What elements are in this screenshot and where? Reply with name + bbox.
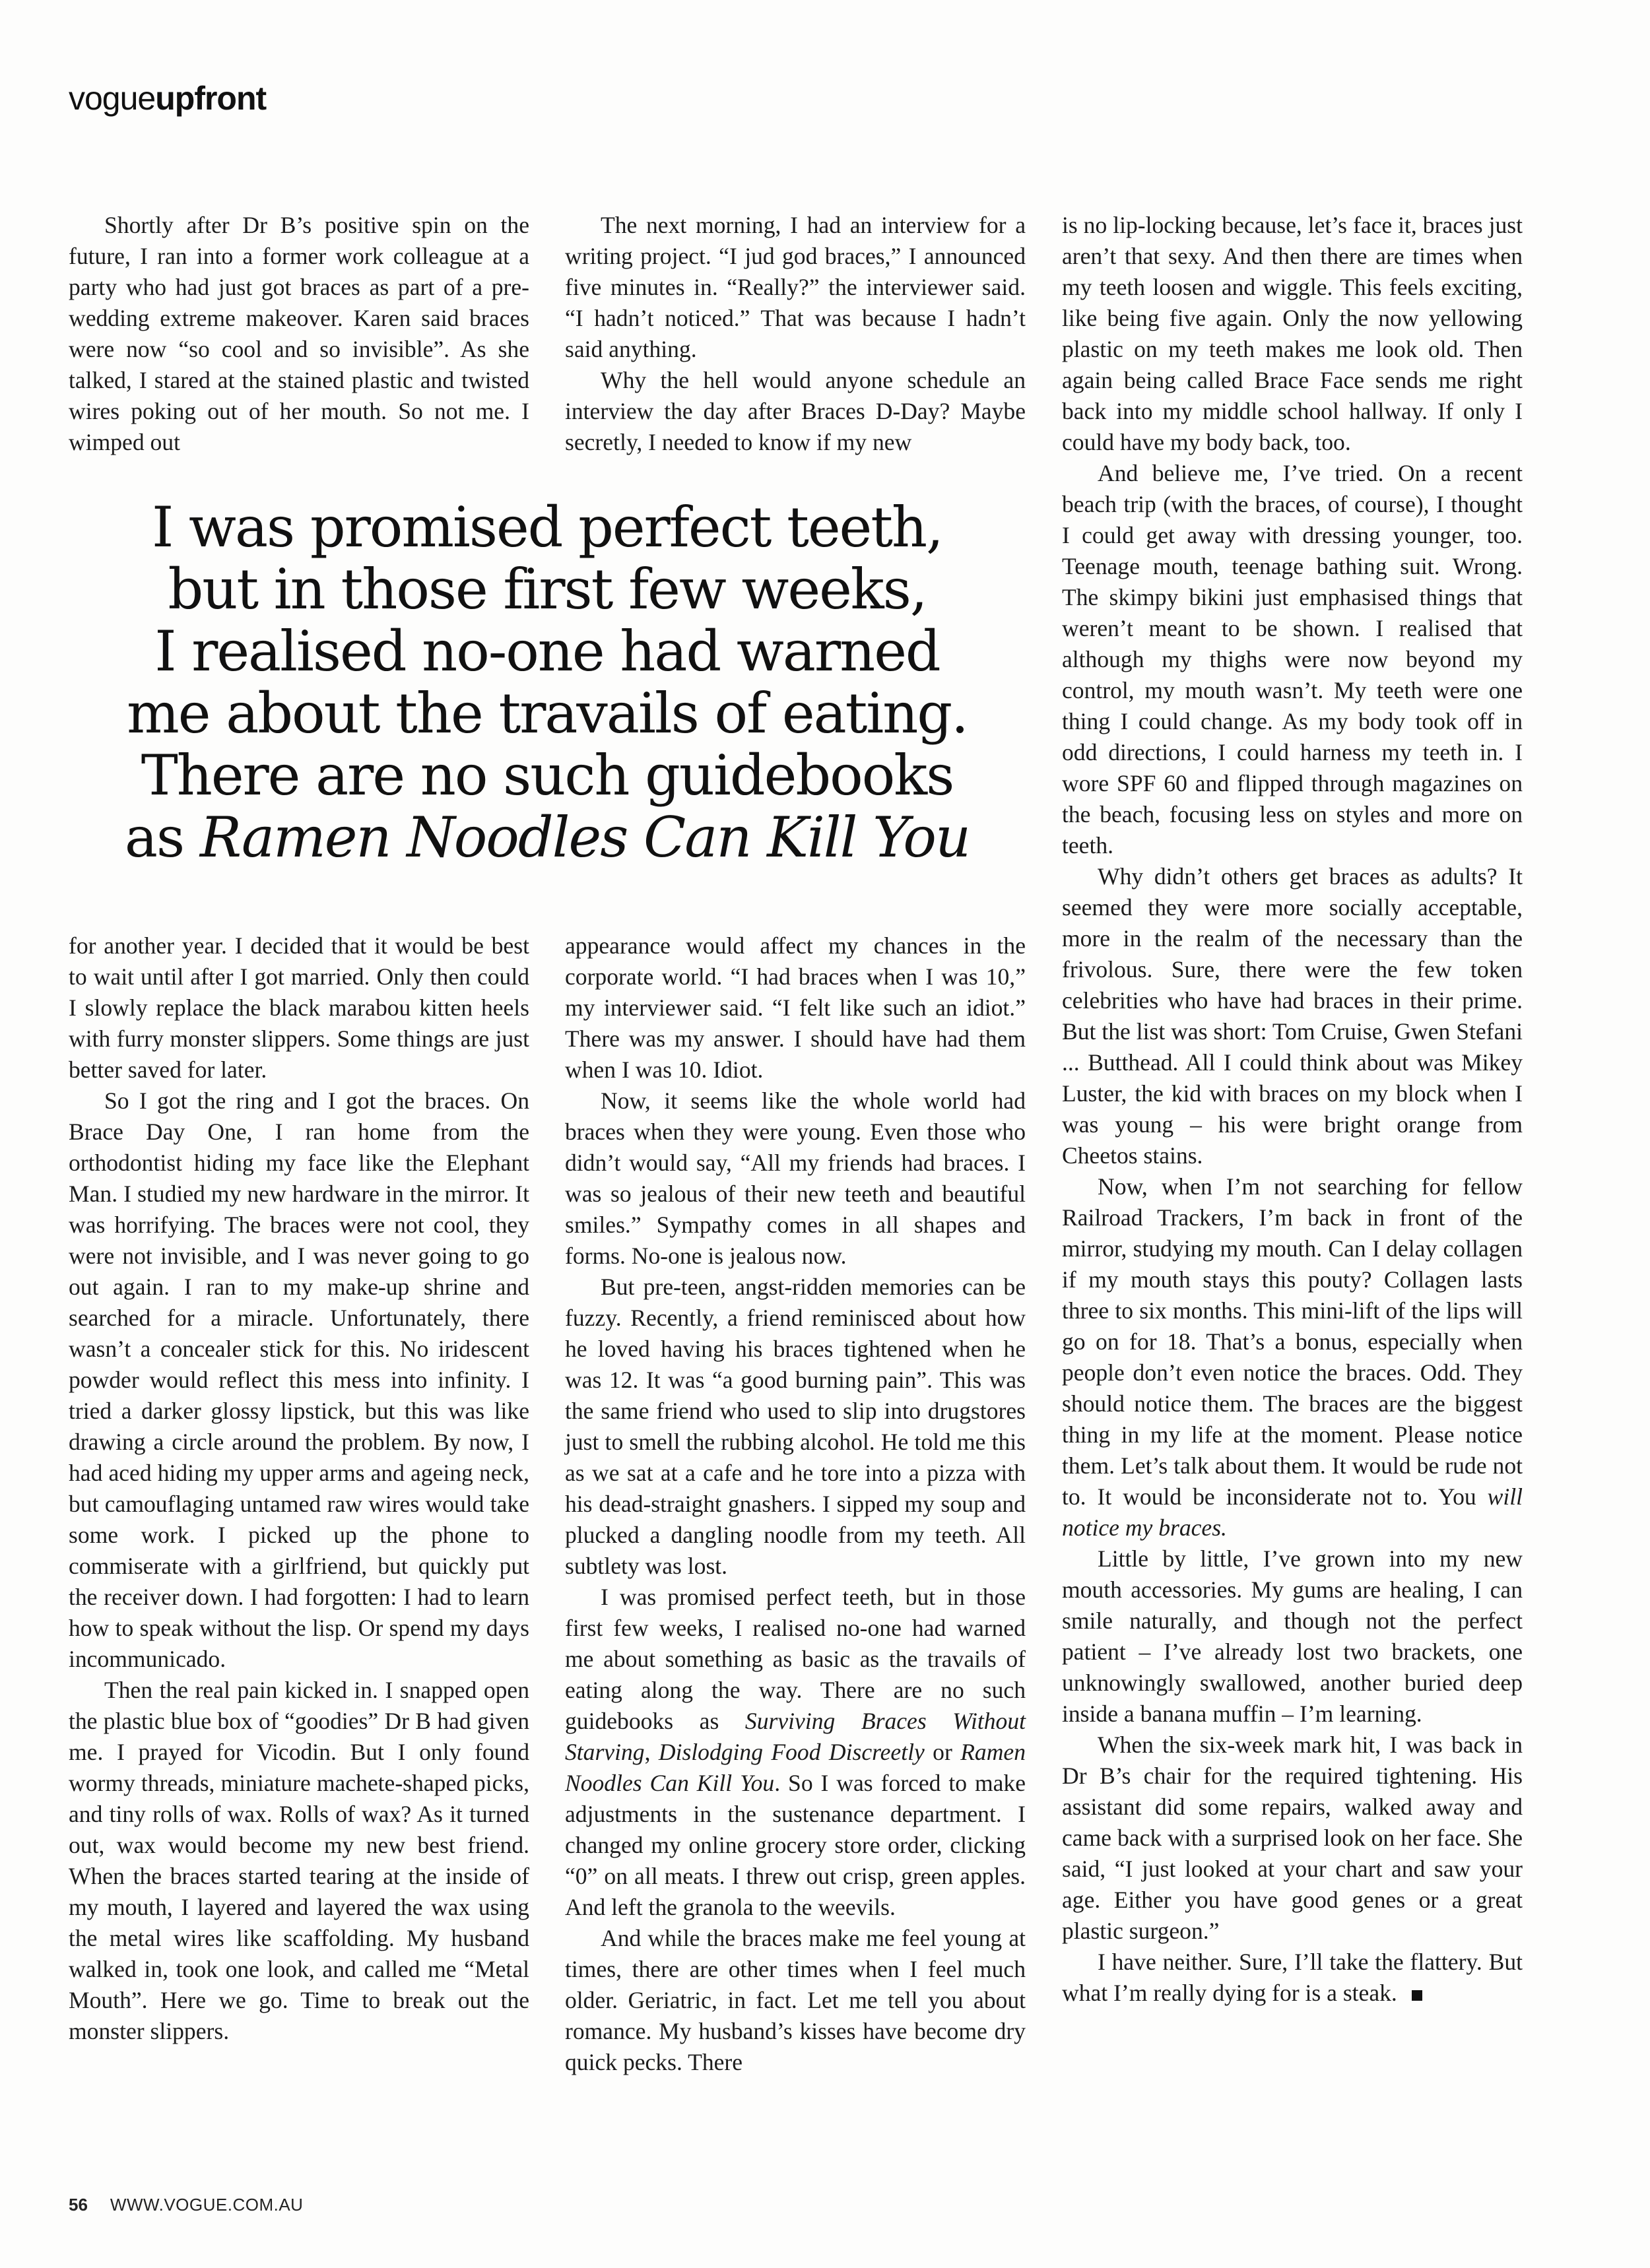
page-number: 56 <box>69 2195 88 2215</box>
text-run: Now, when I’m not searching for fellow Railroad Trackers, I’m back in front of the mirror, studying my mouth. Can I delay collagen if my mouth stays this pouty? Collagen lasts three to six months. This mini-lift of the lips will go on for 18. That’s a bonus, especially when people don’t even notice the braces. Odd. They should notice them. The braces are the biggest thing in my life at the moment. Please notice them. Let’s talk about them. It would be rude not to. It would be inconsiderate not to. You <box>1062 1173 1523 1510</box>
text-run: I was promised perfect teeth, but in those first few weeks, I realised no-one had warned me about something as basic as the travails of eating along the way. There are no such guidebooks as <box>565 1584 1026 1734</box>
paragraph: for another year. I decided that it would be best to wait until after I got married. Only then could I slowly replace the black marabou kitten heels with furry monster slippers. Some things are just better saved for later. <box>69 932 529 1083</box>
pull-quote-line: There are no such guidebooks <box>141 743 954 808</box>
paragraph: And while the braces make me feel young at times, there are other times when I feel much older. Geriatric, in fact. Let me tell you about romance. My husband’s kisses have become dry quick pecks. There <box>565 1925 1026 2075</box>
paragraph: Little by little, I’ve grown into my new mouth accessories. My gums are healing, I can smile naturally, and though not the perfect patient – I’ve already lost two brackets, one unknowingly swallowed, another buried deep inside a banana muffin – I’m learning. <box>1062 1545 1523 1727</box>
paragraph: And believe me, I’ve tried. On a recent beach trip (with the braces, of course), I thought I could get away with dressing younger, too. Teenage mouth, teenage bathing suit. Wrong. The skimpy bikini just emphasised things that weren’t meant to be shown. I realised that although my thighs were now beyond my control, my mouth wasn’t. My teeth were one thing I could change. As my body took off in odd directions, I could harness my teeth in. I wore SPF 60 and flipped through magazines on the beach, focusing less on styles and more on teeth. <box>1062 460 1523 859</box>
header-brand: vogue <box>69 80 156 117</box>
book-title: Ramen Noodles Can Kill You <box>565 1739 1026 1796</box>
book-title: Surviving Braces Without Starving <box>565 1708 1026 1765</box>
paragraph: Now, it seems like the whole world had braces when they were young. Even those who didn’t would say, “All my friends had braces. I was so jealous of their new teeth and beautiful smiles.” Sympathy comes in all shapes and forms. No-one is jealous now. <box>565 1087 1026 1269</box>
paragraph: Shortly after Dr B’s positive spin on the future, I ran into a former work colleague at a party who had just got braces as part of a pre-wedding extreme makeover. Karen said braces were now “so cool and so invisible”. As she talked, I stared at the stained plastic and twisted wires poking out of her mouth. So not me. I wimped out <box>69 212 529 455</box>
book-title: Dislodging Food Discreetly <box>658 1739 925 1765</box>
column-3 <box>1062 210 1523 2009</box>
emphasis: will notice my braces. <box>1062 1483 1523 1541</box>
text-run: , <box>644 1739 659 1765</box>
paragraph <box>1062 1947 1523 2009</box>
pull-quote-prefix: as <box>124 805 200 870</box>
paragraph: Why didn’t others get braces as adults? It seemed they were more socially acceptable, more in the realm of the necessary than the frivolous. Sure, there were the few token celebrities who have had braces in their prime. But the list was short: Tom Cruise, Gwen Stefani ... Butthead. All I could think about was Mikey Luster, the kid with braces on my block when I was young – his were bright orange from Cheetos stains. <box>1062 863 1523 1169</box>
header-section: upfront <box>155 80 267 117</box>
paragraph: is no lip-locking because, let’s face it, braces just aren’t that sexy. And then there are times when my teeth loosen and wiggle. This feels exciting, like being five again. Only the now yellowing plastic on my teeth makes me look old. Then again being called Brace Face sends me right back into my middle school hallway. If only I could have my body back, too. <box>1062 212 1523 455</box>
pull-quote <box>69 496 1026 868</box>
paragraph: When the six-week mark hit, I was back in Dr B’s chair for the required tightening. His assistant did some repairs, walked away and came back with a surprised look on her face. She said, “I just looked at your chart and saw your age. Either you have good genes or a great plastic surgeon.” <box>1062 1732 1523 1944</box>
paragraph: But pre-teen, angst-ridden memories can be fuzzy. Recently, a friend reminisced about how he loved having his braces tightened when he was 12. It was “a good burning pain”. This was the same friend who used to slip into drugstores just to smell the rubbing alcohol. He told me this as we sat at a cafe and he tore into a pizza with his dead-straight gnashers. I sipped my soup and plucked a dangling noodle from my teeth. All subtlety was lost. <box>565 1274 1026 1579</box>
paragraph <box>565 1582 1026 1923</box>
column-2-top <box>565 210 1026 458</box>
text-run: I have neither. Sure, I’ll take the flattery. But what I’m really dying for is a steak. <box>1062 1949 1523 2006</box>
column-2-bottom <box>565 930 1026 2078</box>
pull-quote-line: me about the travails of eating. <box>127 681 968 746</box>
column-1-top <box>69 210 529 458</box>
pull-quote-line: but in those first few weeks, <box>168 557 927 622</box>
paragraph: Then the real pain kicked in. I snapped open the plastic blue box of “goodies” Dr B had given me. I prayed for Vicodin. But I only found wormy threads, miniature machete-shaped picks, and tiny rolls of wax. Rolls of wax? As it turned out, wax would become my new best friend. When the braces started tearing at the inside of my mouth, I layered and layered the wax using the metal wires like scaffolding. My husband walked in, took one look, and called me “Metal Mouth”. Here we go. Time to break out the monster slippers. <box>69 1677 529 2044</box>
end-of-article-mark <box>1412 1990 1422 2001</box>
page-footer <box>69 2195 303 2215</box>
paragraph <box>1062 1171 1523 1543</box>
pull-quote-line-last <box>69 806 1026 868</box>
column-1-bottom <box>69 930 529 2047</box>
footer-url: WWW.VOGUE.COM.AU <box>110 2195 304 2215</box>
text-run: . So I was forced to make adjustments in the sustenance department. I changed my online grocery store order, clicking “0” on all meats. I threw out crisp, green apples. And left the granola to the weevils. <box>565 1770 1026 1920</box>
pull-quote-line: I was promised perfect teeth, <box>152 495 942 560</box>
pull-quote-line: I realised no-one had warned <box>154 619 940 684</box>
paragraph: So I got the ring and I got the braces. On Brace Day One, I ran home from the orthodontist hiding my face like the Elephant Man. I studied my new hardware in the mirror. It was horrifying. The braces were not cool, they were not invisible, and I was never going to go out again. I ran to my make-up shrine and searched for a miracle. Unfortunately, there wasn’t a concealer stick for this. No iridescent powder would reflect this mess into infinity. I tried a darker glossy lipstick, but this was like drawing a circle around the problem. By now, I had aced hiding my upper arms and ageing neck, but camouflaging untamed raw wires would take some work. I picked up the phone to commiserate with a girlfriend, but quickly put the receiver down. I had forgotten: I had to learn how to speak without the lisp. Or spend my days incommunicado. <box>69 1087 529 1672</box>
paragraph: The next morning, I had an interview for a writing project. “I jud god braces,” I announced five minutes in. “Really?” the interviewer said. “I hadn’t noticed.” That was because I hadn’t said anything. <box>565 212 1026 362</box>
text-run: or <box>924 1739 961 1765</box>
pull-quote-italic-title: Ramen Noodles Can Kill You <box>199 805 970 870</box>
paragraph: appearance would affect my chances in the corporate world. “I had braces when I was 10,” my interviewer said. “I felt like such an idiot.” There was my answer. I should have had them when I was 10. Idiot. <box>565 932 1026 1083</box>
paragraph: Why the hell would anyone schedule an interview the day after Braces D-Day? Maybe secretly, I needed to know if my new <box>565 367 1026 455</box>
section-header <box>69 79 266 117</box>
